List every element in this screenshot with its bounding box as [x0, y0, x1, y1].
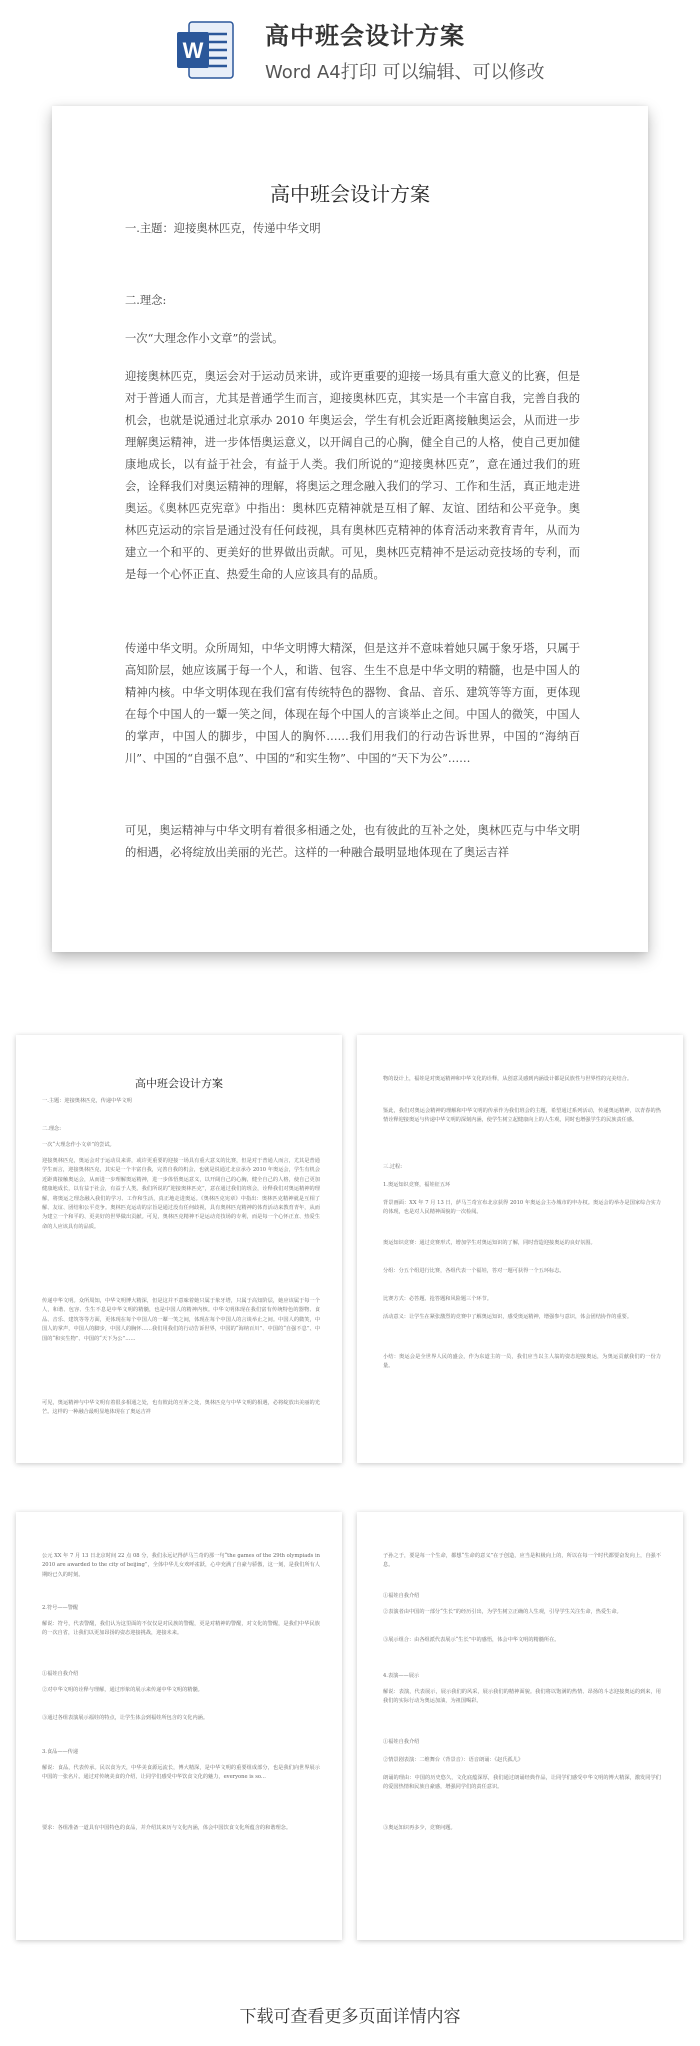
- concept-heading: 二.理念:: [125, 294, 167, 307]
- svg-text:W: W: [182, 38, 204, 63]
- thumb-1-body-2: 传递中华文明。众所周知，中华文明博大精深，但是这并不意味着她只属于象牙塔，只属于高知阶层，她应该属于每一个人，和谐、包容、生生不息是中华文明的精髓，也是中国人的精神内核。中华文明体现在我们富有传统特色的器物、食品、音乐、建筑等等方面，更体现在每个中国人的一颦一笑之间，体现在每个中国人的言谈举止之间。中国人的微笑，中国人的掌声，中国人的脚步，中国人的胸怀……我们用我们的行动告诉世界，中国的“海纳百川”、中国的“自强不息”、中国的“和实生物”、中国的“天下为公”……: [42, 1298, 320, 1342]
- thumb-2-item-2: 奥运知识竞赛：通过竞赛形式，增加学生对奥运知识的了解，同时营造迎接奥运的良好氛围。: [383, 1240, 596, 1246]
- download-more-link[interactable]: 下载可查看更多页面详情内容: [239, 2007, 461, 2027]
- thumb-2-process-heading: 三.过程:: [383, 1164, 402, 1170]
- thumb-4-sub-3: ③展示组合：由各组派代表展示“生长”中的感悟，体会中华文明的精髓所在。: [383, 1637, 560, 1643]
- thumb-4-sub-5-body: 朗诵的理由：中国的历史悠久，文化底蕴深厚，我们通过朗诵经典作品，让同学们感受中华文明的博大精深，激发同学们的爱国热情和民族自豪感，增强同学们的责任意识。: [383, 1775, 661, 1791]
- thumb-3-item-2: 2.符号——警醒: [42, 1605, 79, 1611]
- paragraph-2: 传递中华文明。众所周知，中华文明博大精深，但是这并不意味着她只属于象牙塔，只属于高知阶层，她应该属于每一个人，和谐、包容、生生不息是中华文明的精髓，也是中国人的精神内核。中华文明体现在我们富有传统特色的器物、食品、音乐、建筑等等方面，更体现在每个中国人的一颦一笑之间，体现在每个中国人的言谈举止之间。中国人的微笑，中国人的掌声，中国人的脚步，中国人的胸怀……我们用我们的行动告诉世界，中国的“海纳百川”、中国的“自强不息”、中国的“和实生物”、中国的“天下为公”……: [125, 642, 580, 765]
- thumb-2-item-6: 小结：奥运会是全世界人民的盛会，作为东道主的一员，我们应当以主人翁的姿态迎接奥运，为奥运贡献我们的一份力量。: [383, 1354, 661, 1370]
- thumb-2-item-5: 活动意义：让学生在紧张激烈的竞赛中了解奥运知识，感受奥运精神，增强参与意识，体会团结协作的重要。: [383, 1314, 633, 1320]
- thumb-2-body-2: 鉴此，我们对奥运会精神的理解和中华文明的传承作为我们班会的主题，希望通过系列活动，传递奥运精神，以青春的热情诠释迎接奥运与传递中华文明的深刻内涵，使学生树立起健康向上的人生观，同时也增强学生的民族责任感。: [383, 1108, 661, 1124]
- thumbnail-page-4[interactable]: [357, 1512, 683, 1940]
- thumb-1-concept-intro: 一次“大理念作小文章”的尝试。: [42, 1142, 115, 1148]
- thumbnail-page-3[interactable]: [16, 1512, 342, 1940]
- thumb-1-body: 迎接奥林匹克，奥运会对于运动员来讲，或许更重要的迎接一场具有重大意义的比赛，但是对于普通人而言，尤其是普通学生而言，迎接奥林匹克，其实是一个丰富自我，完善自我的机会，也就是说通过北京承办 2010 年奥运会，学生有机会近距离接触奥运会，从而进一步理解奥运精神，进一步体悟奥运意义，以开阔自己的心胸，健全自己的人格，使自己更加健康地成长，以有益于社会，有益于人类。我们所说的“迎接奥林匹克”，意在通过我们的班会，诠释我们对奥运精神的理解，将奥运之理念融入我们的学习、工作和生活，真正地走进奥运。《奥林匹克宪章》中指出：奥林匹克精神就是互相了解、友谊、团结和公平竞争。奥林匹克运动的宗旨是通过没有任何歧视，具有奥林匹克精神的体育活动来教育青年，从而为建立一个和平的、更美好的世界做出贡献。可见，奥林匹克精神不是运动竞技场的专利，而是每一个心怀正直、热爱生命的人应该具有的品质。: [42, 1158, 320, 1230]
- thumb-1-concept-heading: 二.理念:: [42, 1126, 61, 1132]
- thumb-4-sub-1: ①福娃自我介绍: [383, 1593, 420, 1599]
- thumb-4-sub-5: ②情景剧表演：二维舞台（背景音）：语音朗诵：《赵氏孤儿》: [383, 1757, 524, 1763]
- page-header: [0, 0, 700, 90]
- word-document-icon: [175, 20, 235, 80]
- thumbnail-page-1[interactable]: [16, 1035, 342, 1463]
- thumb-2-item-4: 比赛方式：必答题、抢答题和风险题三个环节。: [383, 1296, 492, 1302]
- thumb-2-body: 物的设计上，福娃是对奥运精神和中华文化的诠释，从创意灵感到内涵设计都是民族性与世界性的完美结合。: [383, 1076, 633, 1082]
- thumb-3-item-3: 3.食品——传递: [42, 1749, 79, 1755]
- paragraph-3: 可见，奥运精神与中华文明有着很多相通之处，也有彼此的互补之处，奥林匹克与中华文明的相遇，必将绽放出美丽的光芒。这样的一种融合最明显地体现在了奥运吉祥: [125, 824, 580, 859]
- thumb-3-sub-1-body: ②对中华文明的诠释与理解，通过形象的展示来传递中华文明的精髓。: [42, 1687, 203, 1693]
- thumb-4-sub-4: ①福娃自我介绍: [383, 1739, 420, 1745]
- thumb-4-body: 子孙之于，要是每一个生命，都想“生命的意义”在于创造，应当是积极向上的，所以在每一个时代都要奋发向上，自强不息。: [383, 1553, 661, 1569]
- thumb-3-sub-1: ①福娃自我介绍: [42, 1671, 79, 1677]
- header-subtitle: Word A4打印 可以编辑、可以修改: [265, 62, 545, 83]
- thumb-3-sub-2: ③通过各组表演展示福娃的特点，让学生体会到福娃所包含的文化内涵。: [42, 1715, 209, 1721]
- thumbnail-page-2[interactable]: [357, 1035, 683, 1463]
- thumb-2-item-1: 1.奥运知识竞赛，福娃征五环: [383, 1182, 451, 1188]
- document-title: 高中班会设计方案: [270, 182, 430, 206]
- thumb-3-item-2-body: 解说：符号，代表警醒，我们认为这里面的不仅仅是对民族的警醒，更是对精神的警醒，对文化的警醒，是我们中华民族的一次自省，让我们以更加昂扬的姿态迎接挑战，迎接未来。: [42, 1621, 320, 1637]
- thumb-1-body-3: 可见，奥运精神与中华文明有着很多相通之处，也有彼此的互补之处，奥林匹克与中华文明的相遇，必将绽放出美丽的光芒。这样的一种融合最明显地体现在了奥运吉祥: [42, 1400, 320, 1416]
- document-theme: 一.主题：迎接奥林匹克，传递中华文明: [125, 222, 321, 235]
- header-title: 高中班会设计方案: [265, 22, 465, 50]
- thumb-4-sub-6: ③奥运知识再多少，竞赛问题。: [383, 1825, 456, 1831]
- thumb-4-item-4: 4.表演——展示: [383, 1673, 420, 1679]
- thumb-3-item-3-body: 解说：食品，代表传承。民以食为天，中华美食源远流长，博大精深，是中华文明的重要组成部分，也是我们向世界展示中国的一张名片。通过对传统美食的介绍，让同学们感受中华饮食文化的魅力，everyone is so...: [42, 1765, 320, 1781]
- paragraph-1: 迎接奥林匹克，奥运会对于运动员来讲，或许更重要的迎接一场具有重大意义的比赛，但是对于普通人而言，尤其是普通学生而言，迎接奥林匹克，其实是一个丰富自我，完善自我的机会，也就是说通过北京承办 2010 年奥运会，学生有机会近距离接触奥运会，从而进一步理解奥运精神，进一步体悟奥运意义，以开阔自己的心胸，健全自己的人格，使自己更加健康地成长，以有益于社会，有益于人类。我们所说的“迎接奥林匹克”，意在通过我们的班会，诠释我们对奥运精神的理解，将奥运之理念融入我们的学习、工作和生活，真正地走进奥运。《奥林匹克宪章》中指出：奥林匹克精神就是互相了解、友谊、团结和公平竞争。奥林匹克运动的宗旨是通过没有任何歧视，具有奥林匹克精神的体育活动来教育青年，从而为建立一个和平的、更美好的世界做出贡献。可见，奥林匹克精神不是运动竞技场的专利，而是每一个心怀正直、热爱生命的人应该具有的品质。: [125, 370, 580, 581]
- thumb-1-theme: 一.主题：迎接奥林匹克，传递中华文明: [42, 1098, 132, 1104]
- thumb-3-body: 公元 XX 年 7 月 13 日北京时间 22 点 08 分，我们永远记得萨马兰奇的那一句“the games of the 29th olympiads in 2010 are awarded to the city of beijing”，全体中华儿女欢呼雀跃，心中充满了自豪与骄傲，这一刻，是我们所有人期盼已久的时刻。: [42, 1553, 320, 1578]
- thumb-3-sub-3: 要求：各组准备一道具有中国特色的食品，并介绍其来历与文化内涵，体会中国饮食文化所蕴含的和谐理念。: [42, 1825, 292, 1831]
- thumb-4-sub-2: ②表演者由中国的一部分“生长”的经历引出，为学生树立正确的人生观，引导学生关注生命，热爱生命。: [383, 1609, 622, 1615]
- main-page-preview: [52, 106, 648, 952]
- concept-intro: 一次“大理念作小文章”的尝试。: [125, 332, 284, 345]
- thumb-4-item-4-body: 解说：表演，代表展示，展示我们的风采，展示我们的精神面貌。我们将以饱满的热情、昂扬的斗志迎接奥运的到来，用我们的实际行动为奥运加油，为祖国喝彩。: [383, 1689, 661, 1705]
- thumb-2-item-3: 分组：分五个组进行比赛，各组代表一个福娃，答对一题可获得一个五环标志。: [383, 1268, 565, 1274]
- thumb-2-item-1-body: 背景画面：XX 年 7 月 13 日，萨马兰奇宣布北京获得 2010 年奥运会主办城市的申办权。奥运会的举办是国家综合实力的体现，也是对人民精神面貌的一次检阅。: [383, 1200, 661, 1216]
- thumb-1-title: 高中班会设计方案: [135, 1077, 223, 1090]
